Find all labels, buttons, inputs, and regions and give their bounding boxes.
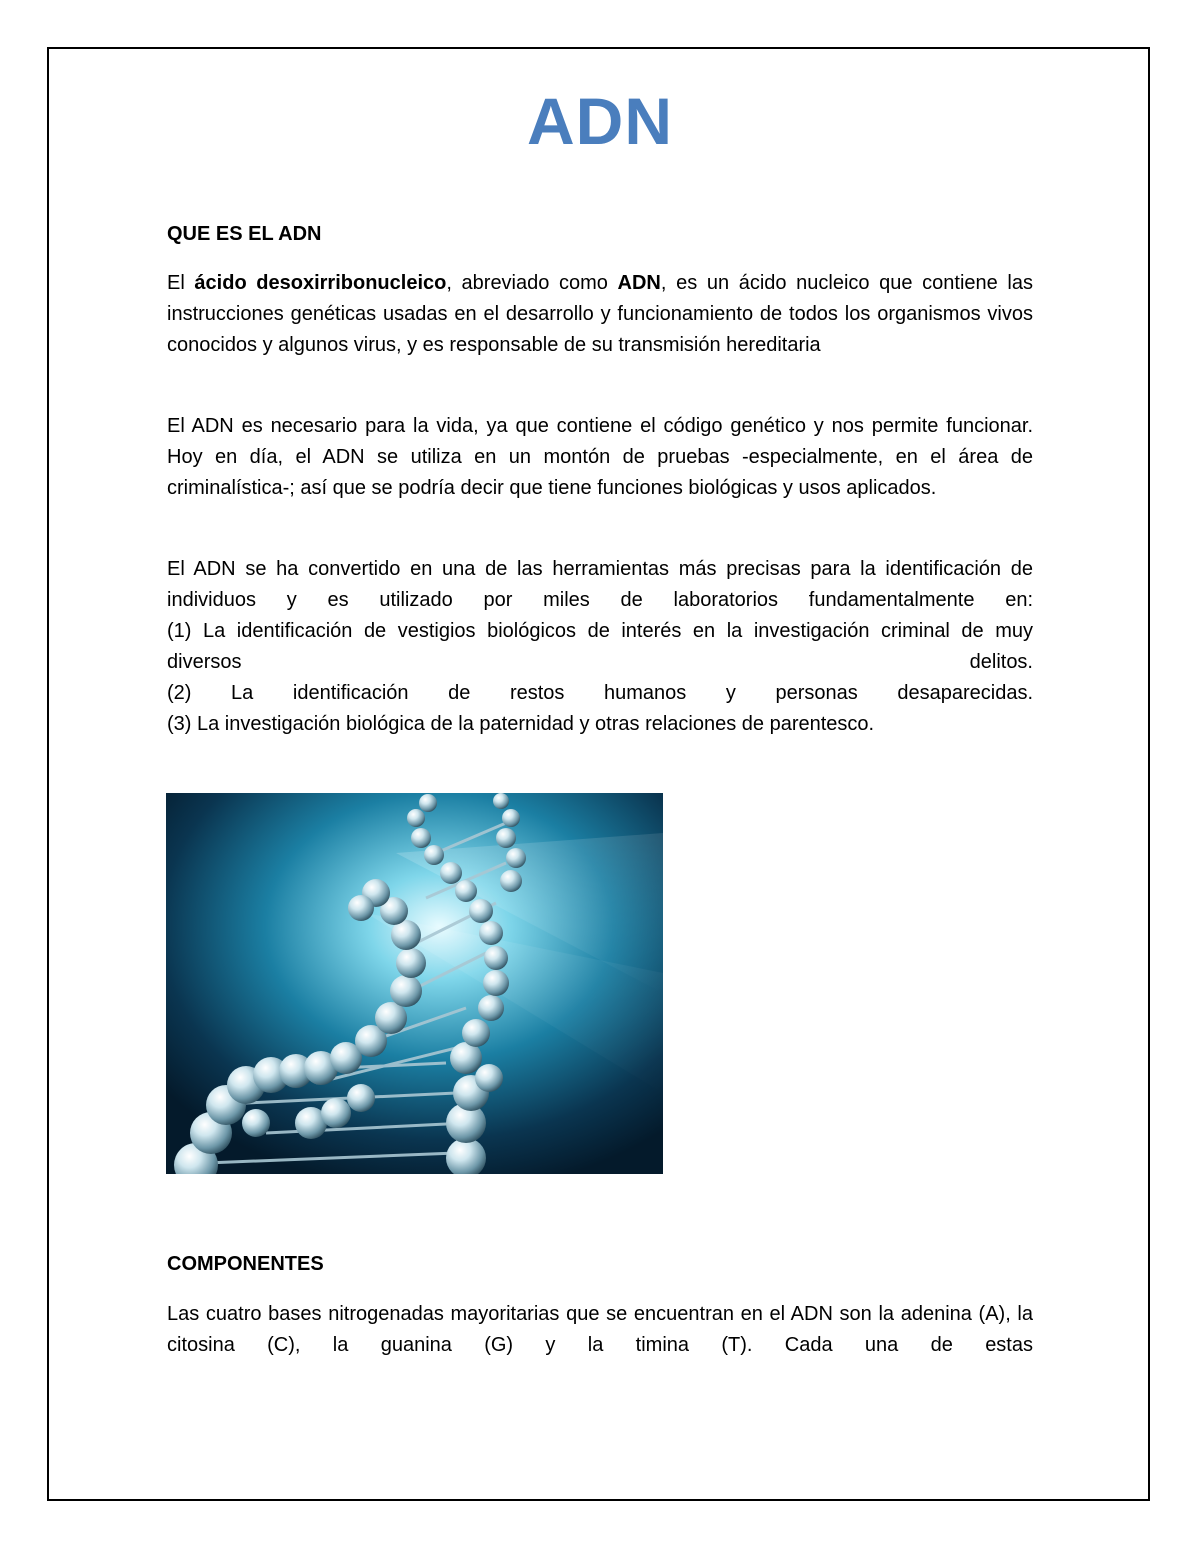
p3-item-2: (2) La identificación de restos humanos y personas desaparecidas. bbox=[167, 682, 1033, 704]
section1-paragraph-3 bbox=[167, 554, 1033, 740]
p3-intro: El ADN se ha convertido en una de las herramientas más precisas para la identificación de individuos y es utilizado por miles de laboratorios fundamentalmente en: bbox=[167, 558, 1033, 611]
section1-paragraph-2 bbox=[167, 411, 1033, 504]
s2-p1-text: Las cuatro bases nitrogenadas mayoritarias que se encuentran en el ADN son la adenina (A), la citosina (C), la guanina (G) y la timina (T). Cada una de estas bbox=[167, 1303, 1033, 1356]
document-title: ADN bbox=[527, 84, 673, 158]
p1-abbr: ADN bbox=[617, 272, 661, 294]
p1-term: ácido desoxirribonucleico bbox=[194, 272, 447, 294]
p3-item-3: (3) La investigación biológica de la paternidad y otras relaciones de parentesco. bbox=[167, 713, 875, 735]
section-heading-que-es: QUE ES EL ADN bbox=[167, 223, 322, 245]
p1-prefix: El bbox=[167, 272, 195, 294]
page-frame bbox=[47, 47, 1150, 1501]
section2-paragraph-1 bbox=[167, 1299, 1033, 1361]
p1-rest: , es un ácido nucleico que contiene las instrucciones genéticas usadas en el desarrollo y funcionamiento de todos los organismos vivos conocidos y algunos virus, y es responsable de su transmisión hereditaria bbox=[167, 272, 1033, 356]
section-heading-componentes: COMPONENTES bbox=[167, 1253, 324, 1275]
dna-helix-image bbox=[166, 793, 663, 1174]
p1-middle: , abreviado como bbox=[446, 272, 618, 294]
p2-text: El ADN es necesario para la vida, ya que contiene el código genético y nos permite funcionar. Hoy en día, el ADN se utiliza en un montón de pruebas -especialmente, en el área de criminalística-; así que se podría decir que tiene funciones biológicas y usos aplicados. bbox=[167, 415, 1033, 499]
p3-item-1: (1) La identificación de vestigios biológicos de interés en la investigación criminal de muy diversos delitos. bbox=[167, 620, 1033, 673]
section1-paragraph-1 bbox=[167, 268, 1033, 361]
